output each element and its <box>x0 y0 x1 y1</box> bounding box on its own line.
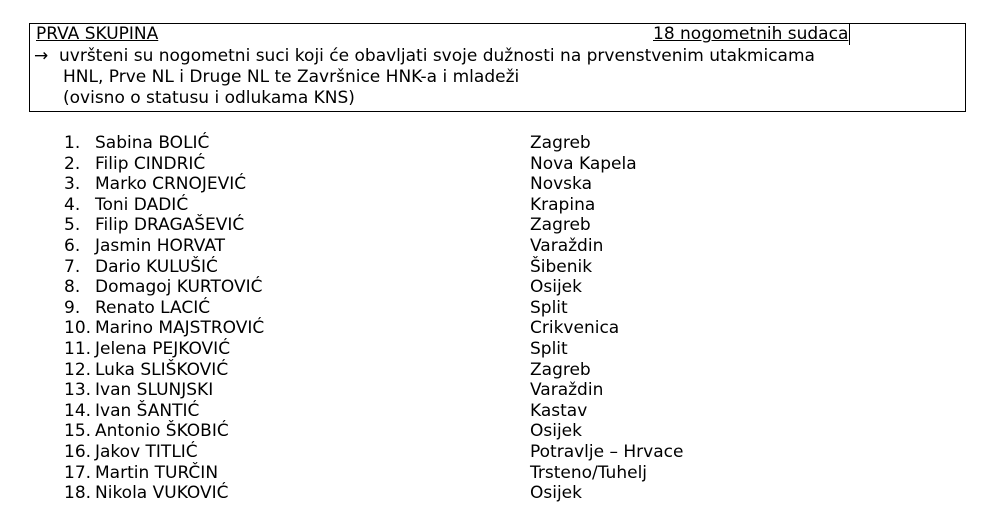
referee-list <box>64 133 864 504</box>
list-item <box>64 257 864 278</box>
referee-city: Krapina <box>530 194 596 215</box>
referee-name: Renato LACIĆ <box>95 297 211 318</box>
referee-city: Osijek <box>530 277 582 298</box>
header-box <box>29 23 966 112</box>
item-number: 15. <box>64 421 92 442</box>
referee-name: Marino MAJSTROVIĆ <box>95 318 265 339</box>
item-number: 8. <box>64 277 81 298</box>
referee-name: Ivan ŠANTIĆ <box>95 400 200 421</box>
item-number: 14. <box>64 400 92 421</box>
list-item <box>64 380 864 401</box>
list-item <box>64 154 864 175</box>
referee-city: Trsteno/Tuhelj <box>530 462 648 483</box>
referee-name: Martin TURČIN <box>95 462 219 483</box>
referee-city: Varaždin <box>530 380 604 401</box>
item-number: 3. <box>64 174 81 195</box>
item-number: 5. <box>64 215 81 236</box>
description-line-3: (ovisno o statusu i odlukama KNS) <box>63 88 355 108</box>
referee-name: Nikola VUKOVIĆ <box>95 483 229 504</box>
group-description <box>34 46 954 109</box>
list-item <box>64 298 864 319</box>
item-number: 12. <box>64 359 92 380</box>
item-number: 18. <box>64 483 92 504</box>
referee-name: Dario KULUŠIĆ <box>95 256 218 277</box>
referee-city: Varaždin <box>530 235 604 256</box>
referee-city: Split <box>530 338 568 359</box>
referee-city: Zagreb <box>530 359 591 380</box>
referee-name: Antonio ŠKOBIĆ <box>95 421 229 442</box>
referee-city: Šibenik <box>530 256 593 277</box>
item-number: 4. <box>64 194 81 215</box>
item-number: 1. <box>64 133 81 153</box>
description-line-1 <box>34 46 954 67</box>
list-item <box>64 483 864 504</box>
referee-name: Sabina BOLIĆ <box>95 133 210 153</box>
item-number: 17. <box>64 462 92 483</box>
description-text-1: uvršteni su nogometni suci koji će obavljati svoje dužnosti na prvenstvenim utakmicama <box>59 46 815 66</box>
referee-city: Split <box>530 297 568 318</box>
arrow-icon: → <box>34 46 49 66</box>
referee-name: Domagoj KURTOVIĆ <box>95 277 263 298</box>
list-item <box>64 174 864 195</box>
referee-city: Zagreb <box>530 215 591 236</box>
referee-name: Filip DRAGAŠEVIĆ <box>95 215 245 236</box>
list-item <box>64 442 864 463</box>
group-title-text: PRVA SKUPINA <box>36 24 159 44</box>
referee-name: Ivan SLUNJSKI <box>95 380 214 401</box>
referee-city: Zagreb <box>530 133 591 153</box>
referee-name: Toni DADIĆ <box>95 194 189 215</box>
referee-name: Jelena PEJKOVIĆ <box>95 338 231 359</box>
list-item <box>64 421 864 442</box>
list-item <box>64 360 864 381</box>
list-item <box>64 195 864 216</box>
item-number: 2. <box>64 153 81 174</box>
referee-count-label: 18 nogometnih sudaca <box>653 24 849 44</box>
item-number: 13. <box>64 380 92 401</box>
item-number: 7. <box>64 256 81 277</box>
list-item <box>64 277 864 298</box>
referee-city: Kastav <box>530 400 588 421</box>
item-number: 16. <box>64 441 92 462</box>
referee-city: Nova Kapela <box>530 153 637 174</box>
item-number: 11. <box>64 338 92 359</box>
list-item <box>64 215 864 236</box>
group-title <box>36 24 158 45</box>
item-number: 9. <box>64 297 81 318</box>
referee-city: Potravlje – Hrvace <box>530 441 684 462</box>
list-item <box>64 339 864 360</box>
referee-name: Jasmin HORVAT <box>95 235 226 256</box>
referee-city: Novska <box>530 174 592 195</box>
referee-name: Filip CINDRIĆ <box>95 153 206 174</box>
referee-city: Crikvenica <box>530 318 620 339</box>
item-number: 6. <box>64 235 81 256</box>
referee-city: Osijek <box>530 483 582 504</box>
list-item <box>64 318 864 339</box>
list-item <box>64 236 864 257</box>
list-item <box>64 133 864 154</box>
referee-name: Luka SLIŠKOVIĆ <box>95 359 229 380</box>
referee-name: Jakov TITLIĆ <box>95 441 198 462</box>
list-item <box>64 463 864 484</box>
item-number: 10. <box>64 318 92 339</box>
referee-name: Marko CRNOJEVIĆ <box>95 174 247 195</box>
list-item <box>64 401 864 422</box>
referee-city: Osijek <box>530 421 582 442</box>
description-line-2: HNL, Prve NL i Druge NL te Završnice HNK-a i mladeži <box>63 67 520 87</box>
